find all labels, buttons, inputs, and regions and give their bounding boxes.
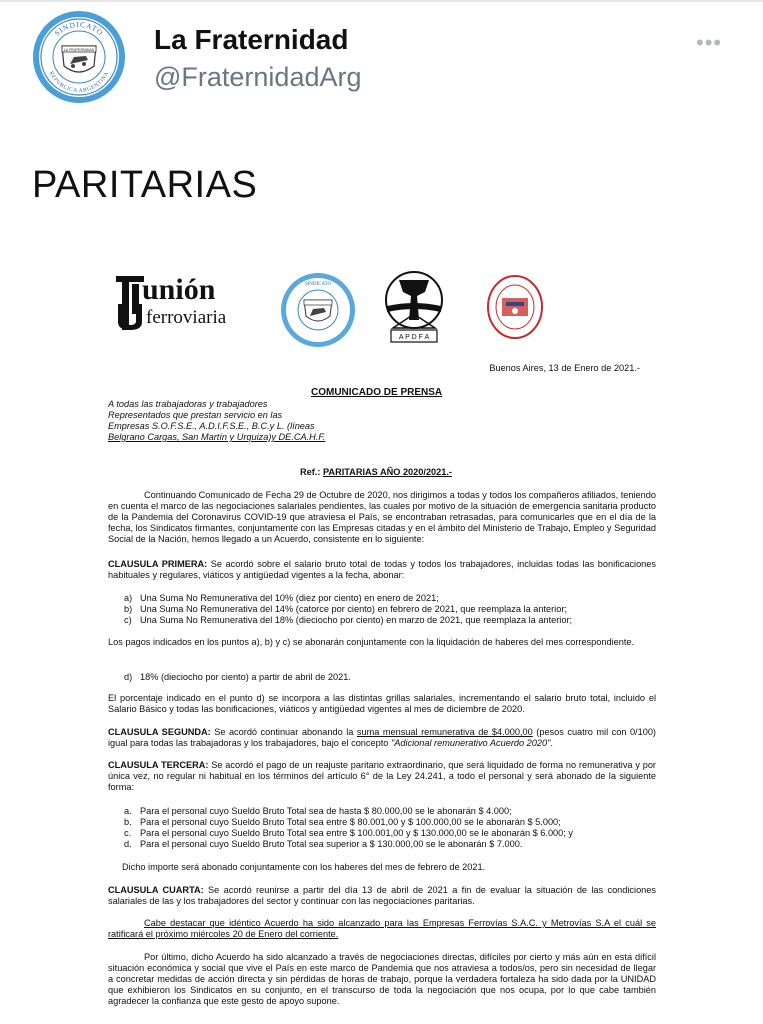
union-logo-text: unión — [142, 273, 216, 306]
c3-item-b-marker: b. — [124, 817, 132, 827]
c1-item-b-text: Una Suma No Remunerativa del 14% (catorce por ciento) en febrero de 2021, que reemplaza la anterior; — [140, 604, 567, 614]
c1-item-a-marker: a) — [124, 593, 133, 603]
reference-label: Ref.: — [300, 467, 321, 477]
clausula-segunda-text-end: . — [550, 738, 553, 748]
clausula-tercera-paragraph — [108, 760, 656, 793]
seal-top-text: SINDICATO — [52, 19, 106, 38]
c1-item-c-text: Una Suma No Remunerativa del 18% (dieciocho por ciento) en marzo de 2021, que reemplaza la anterior; — [140, 615, 573, 625]
reference-line — [300, 467, 452, 478]
senaleros-association-logo-icon — [486, 274, 544, 340]
clausula-cuarta-text: Se acordó reunirse a partir del día 13 de abril de 2021 a fin de evaluar la situación de las condiciones salariales de las y los trabajadores del sector y continuar con las negociaciones paritarias. — [108, 885, 656, 906]
item-d-text: 18% (dieciocho por ciento) a partir de abril de 2021. — [140, 672, 351, 682]
ferroviaria-logo-text: ferroviaria — [146, 307, 227, 328]
reference-text: PARITARIAS AÑO 2020/2021.- — [322, 467, 452, 477]
clausula-tercera-text: Se acordó el pago de un reajuste paritario extraordinario, que será liquidado de forma no remunerativa y por única vez, no regular ni habitual en los términos del artículo 6° de la Ley 24.241, a todo el personal y será abonado de la siguiente forma: — [108, 760, 656, 792]
document-logos — [60, 262, 700, 362]
addressee-line-3: Empresas S.O.F.S.E., A.D.I.F.S.E., B.C.y L. (líneas — [108, 421, 315, 431]
clausula-segunda-text-mid: (pesos cuatro mil con 0/100) igual para todas las trabajadoras y los trabajadores, bajo el concepto — [108, 727, 656, 748]
clausula-cuarta-label: CLAUSULA CUARTA: — [108, 885, 204, 895]
porcentaje-paragraph: El porcentaje indicado en el punto d) se incorpora a las distintas grillas salariales, incrementando el salario bruto total, incluido el Salario Básico y todas las bonificaciones, viáticos y antigüedad vigentes al mes de diciembre de 2020. — [108, 693, 656, 714]
c3-item-c-text: Para el personal cuyo Sueldo Bruto Total sea entre $ 100.001,00 y $ 130.000,00 se le abonarán $ 6.000; y — [140, 828, 573, 838]
apdfa-logo-text: A P D F A — [398, 334, 430, 341]
dicho-importe-paragraph: Dicho importe será abonado conjuntamente con los haberes del mes de febrero de 2021. — [122, 862, 486, 872]
c3-item-c-marker: c. — [124, 828, 132, 838]
c3-item-a-text: Para el personal cuyo Sueldo Bruto Total sea de hasta $ 80.000,00 se le abonarán $ 4.000; — [140, 806, 512, 816]
account-name[interactable]: La Fraternidad — [154, 24, 349, 55]
pagos-paragraph: Los pagos indicados en los puntos a), b) y c) se abonarán conjuntamente con la liquidación de haberes del mes correspondiente. — [108, 637, 635, 647]
clausula-primera-paragraph — [108, 559, 656, 581]
clausula-cuarta-paragraph — [108, 885, 656, 907]
tweet-text: PARITARIAS — [32, 164, 258, 206]
svg-text:SINDICATO: SINDICATO — [304, 282, 332, 287]
clausula-segunda-concept: "Adicional remunerativo Acuerdo 2020" — [390, 738, 551, 748]
account-handle[interactable]: @FraternidadArg — [154, 62, 362, 92]
union-ferroviaria-logo — [114, 274, 244, 334]
attached-document-image[interactable] — [60, 262, 700, 1024]
cabe-destacar-paragraph: Cabe destacar que idéntico Acuerdo ha sido alcanzado para las Empresas Ferrovías S.A.C. y Metrovías S.A el cuál se ratificará el próximo miércoles 20 de Enero del corriente. — [108, 918, 656, 939]
por-ultimo-paragraph: Por último, dicho Acuerdo ha sido alcanzado a través de negociaciones directas, difíciles por cierto y más aún en esta difícil situación económica y social que vive el País en este marco de Pandemia que nos atraviesa a todos/os, pero sin necesidad de llegar a concretar medidas de acción directa y sin pérdidas de horas de trabajo, porque la verdadera fortaleza ha sido dada por la UNIDAD que exhibieron los Sindicatos en su conjunto, en el transcurso de toda la negociación que nos ocupa, por lo que cabe también agradecer la confianza que este gesto de apoyo supone. — [108, 952, 656, 1006]
item-d-marker: d) — [124, 672, 133, 682]
document-date: Buenos Aires, 13 de Enero de 2021.- — [489, 363, 640, 373]
c3-item-d-text: Para el personal cuyo Sueldo Bruto Total sea superior a $ 130.000,00 se le abonarán $ 7.000. — [140, 839, 523, 849]
c1-item-a-text: Una Suma No Remunerativa del 10% (diez por ciento) en enero de 2021; — [140, 593, 439, 603]
la-fraternidad-seal-icon — [32, 10, 126, 104]
clausula-segunda-text-pre: Se acordó continuar abonando la — [210, 727, 357, 737]
c1-item-c-marker: c) — [124, 615, 132, 625]
c1-item-b-marker: b) — [124, 604, 133, 614]
clausula-primera-text: Se acordó sobre el salario bruto total de todas y todos los trabajadores, incluidas todas las bonificaciones habituales y regulares, viáticos y antigüedad vigentes a la fecha, abonar: — [108, 559, 656, 580]
seal-bottom-text: REPUBLICA ARGENTINA — [47, 70, 111, 95]
seal-center-text: LA FRATERNIDAD — [63, 48, 95, 52]
addressee-line-1: A todas las trabajadoras y trabajadores — [108, 399, 268, 409]
addressee-line-2: Representados que prestan servicio en las — [108, 410, 283, 420]
c3-item-a-marker: a. — [124, 806, 132, 816]
profile-avatar[interactable] — [32, 10, 126, 104]
apdfa-logo-icon — [383, 270, 445, 352]
la-fraternidad-logo-icon — [280, 272, 356, 348]
document-title: COMUNICADO DE PRENSA — [311, 387, 443, 398]
clausula-segunda-amount: suma mensual remunerativa de $4.000,00 — [356, 727, 533, 737]
clausula-primera-label: CLAUSULA PRIMERA: — [108, 559, 208, 569]
intro-paragraph: Continuando Comunicado de Fecha 29 de Octubre de 2020, nos dirigimos a todas y todos los compañeros afiliados, teniendo en cuenta el marco de las negociaciones salariales pendientes, las cuales por motivo de la situación de emergencia sanitaria producto de la Pandemia del Coronavirus COVID-19 que atraviesa el País, se encontraban retrasadas, para comunicarles que en el día de la fecha, los Sindicatos firmantes, conjuntamente con las Empresas citadas y en el ámbito del Ministerio de Trabajo, Empleo y Seguridad Social de la Nación, hemos llegado a un Acuerdo, consistente en lo siguiente: — [108, 490, 656, 544]
clausula-tercera-label: CLAUSULA TERCERA: — [108, 760, 209, 770]
tweet-header — [0, 0, 763, 130]
clausula-segunda-label: CLAUSULA SEGUNDA: — [108, 727, 211, 737]
clausula-segunda-paragraph — [108, 727, 656, 749]
c3-item-d-marker: d. — [124, 839, 132, 849]
c3-item-b-text: Para el personal cuyo Sueldo Bruto Total sea entre $ 80.001,00 y $ 100.000,00 se le abonarán $ 5.000; — [140, 817, 561, 827]
addressee-line-4: Belgrano Cargas, San Martín y Urquiza)y DE.CA.H.F. — [108, 432, 326, 442]
more-options-icon[interactable]: ••• — [696, 30, 723, 55]
